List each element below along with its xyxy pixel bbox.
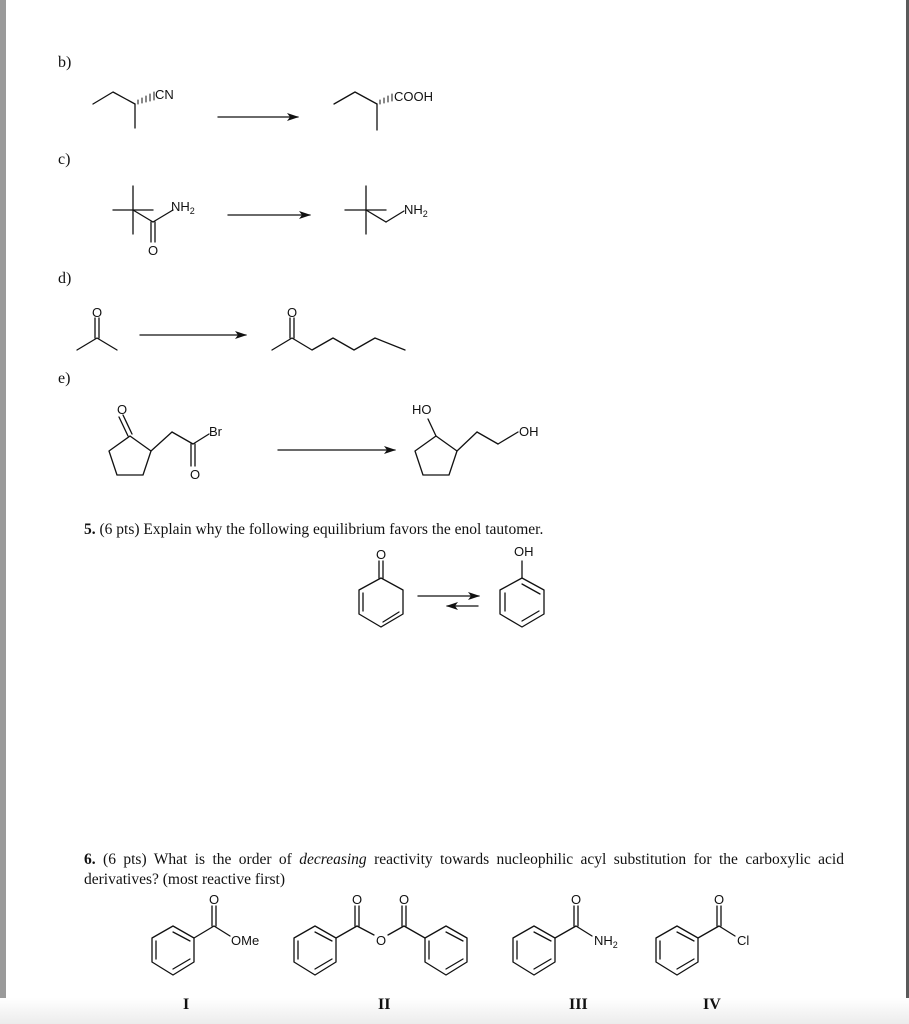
- part-e-product: [412, 402, 539, 475]
- svg-text:O: O: [399, 892, 410, 907]
- svg-text:OH: OH: [514, 544, 534, 559]
- amine-label: $NH_2$: [594, 933, 618, 950]
- compound-III-label: III: [569, 996, 588, 1013]
- svg-text:O: O: [209, 892, 220, 907]
- hashed-wedge: [138, 92, 154, 104]
- part-c-reactant: [113, 186, 195, 258]
- enol-tautomer: [500, 544, 544, 627]
- bridging-oxygen: O: [376, 933, 387, 948]
- svg-text:O: O: [148, 243, 159, 258]
- amine-label: $NH_2$: [171, 199, 195, 216]
- compound-II-anhydride: [294, 892, 467, 975]
- part-d-reactant: [77, 305, 117, 350]
- question-6-number: 6.: [84, 851, 96, 868]
- svg-text:O: O: [190, 467, 201, 482]
- svg-text:O: O: [352, 892, 363, 907]
- svg-text:HO: HO: [412, 402, 432, 417]
- question-5-text: 5. (6 pts) Explain why the following equilibrium favors the enol tautomer.: [84, 521, 544, 538]
- compound-II-label: II: [378, 996, 391, 1013]
- svg-text:OMe: OMe: [231, 933, 260, 948]
- svg-text:O: O: [287, 305, 298, 320]
- part-c-label: c): [58, 151, 71, 168]
- carboxylic-acid-group-label: COOH: [394, 89, 433, 104]
- part-d-label: d): [58, 270, 72, 287]
- svg-text:O: O: [92, 305, 103, 320]
- nitrile-group-label: CN: [155, 87, 174, 102]
- part-b-product: [334, 89, 433, 130]
- part-d-product: [272, 305, 405, 350]
- amine-label: $NH_2$: [404, 202, 428, 219]
- question-5-number: 5.: [84, 521, 96, 538]
- part-c-product: [345, 186, 428, 234]
- part-b-reactant: [93, 87, 174, 128]
- part-b-label: b): [58, 54, 72, 71]
- svg-text:O: O: [571, 892, 582, 907]
- compound-I-label: I: [183, 996, 190, 1013]
- svg-text:Cl: Cl: [737, 933, 750, 948]
- compound-I-methyl-ester: [152, 892, 259, 975]
- svg-text:O: O: [117, 402, 128, 417]
- svg-text:O: O: [714, 892, 725, 907]
- compound-III-amide: [513, 892, 618, 975]
- question-6-text: 6. (6 pts) What is the order of decreasing reactivity towards nucleophilic acyl substitution for the carboxylic acid derivatives? (most reactive first): [84, 851, 844, 888]
- bromo-label: Br: [209, 424, 222, 439]
- part-e-reactant: [109, 402, 223, 482]
- svg-text:OH: OH: [519, 424, 539, 439]
- part-e-label: e): [58, 370, 71, 387]
- svg-text:O: O: [376, 547, 387, 562]
- emphasis-text: decreasing: [299, 851, 367, 868]
- keto-tautomer: [359, 547, 403, 627]
- compound-IV-label: IV: [703, 996, 721, 1013]
- compound-IV-acid-chloride: [656, 892, 749, 975]
